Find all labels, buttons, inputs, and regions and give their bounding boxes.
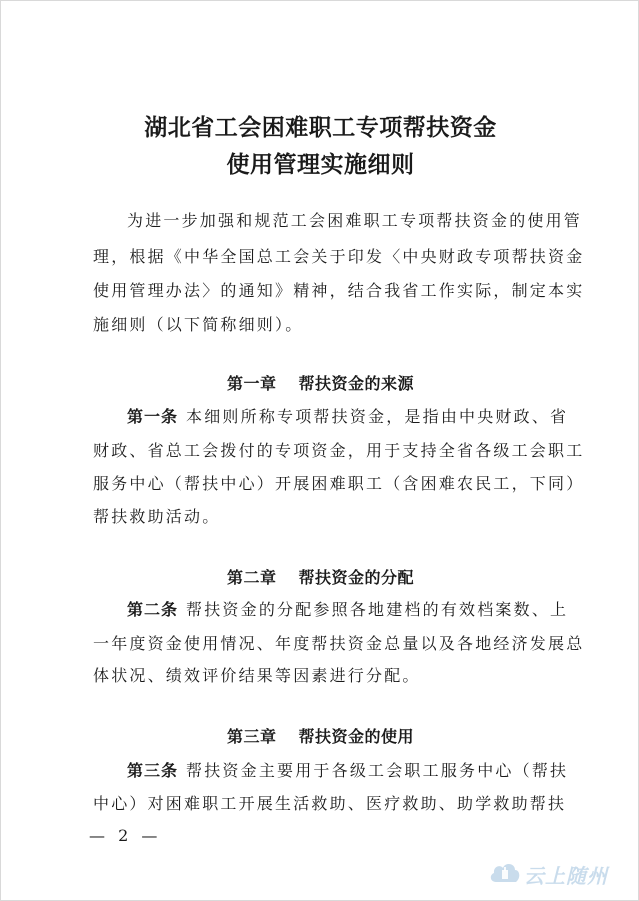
article-line [127,597,569,620]
article-label: 第二条 [127,600,179,619]
chapter-number: 第一章 [226,374,277,393]
article-line: 财政、省总工会拨付的专项资金，用于支持全省各级工会职工 [93,441,585,460]
article-text: 帮扶资金的分配参照各地建档的有效档案数、上 [186,600,569,619]
article-line [127,404,569,427]
article-line: 中心）对困难职工开展生活救助、医疗救助、助学救助帮扶 [93,794,567,813]
article-text: 帮扶资金主要用于各级工会职工服务中心（帮扶 [186,761,569,780]
chapter-title: 帮扶资金的来源 [298,374,415,393]
article-text: 本细则所称专项帮扶资金，是指由中央财政、省 [186,407,569,426]
watermark-logo [488,858,628,888]
preamble-line: 理，根据《中华全国总工会关于印发〈中央财政专项帮扶资金 [93,247,585,266]
document-title-line-2: 使用管理实施细则 [226,151,415,178]
article-line: 一年度资金使用情况、年度帮扶资金总量以及各地经济发展总 [93,634,585,653]
chapter-heading [1,565,639,588]
cloud-icon [488,858,522,886]
article-line: 帮扶救助活动。 [93,507,221,526]
chapter-heading [1,371,639,394]
chapter-number: 第二章 [226,568,277,587]
chapter-title: 帮扶资金的使用 [298,727,415,746]
preamble-line: 为进一步加强和规范工会困难职工专项帮扶资金的使用管 [127,211,583,230]
page-number: — 2 — [89,826,162,845]
article-label: 第三条 [127,761,179,780]
chapter-number: 第三章 [226,727,277,746]
article-label: 第一条 [127,407,179,426]
preamble-line: 施细则（以下简称细则）。 [93,315,304,334]
preamble-line: 使用管理办法〉的通知》精神，结合我省工作实际，制定本实 [93,281,585,300]
chapter-title: 帮扶资金的分配 [298,568,415,587]
article-line: 体状况、绩效评价结果等因素进行分配。 [93,666,421,685]
document-title-line-1: 湖北省工会困难职工专项帮扶资金 [144,114,497,141]
article-line [127,758,569,781]
chapter-heading [1,724,639,747]
article-line: 服务中心（帮扶中心）开展困难职工（含困难农民工，下同） [93,474,585,493]
watermark-text: 云上随州 [524,864,608,888]
